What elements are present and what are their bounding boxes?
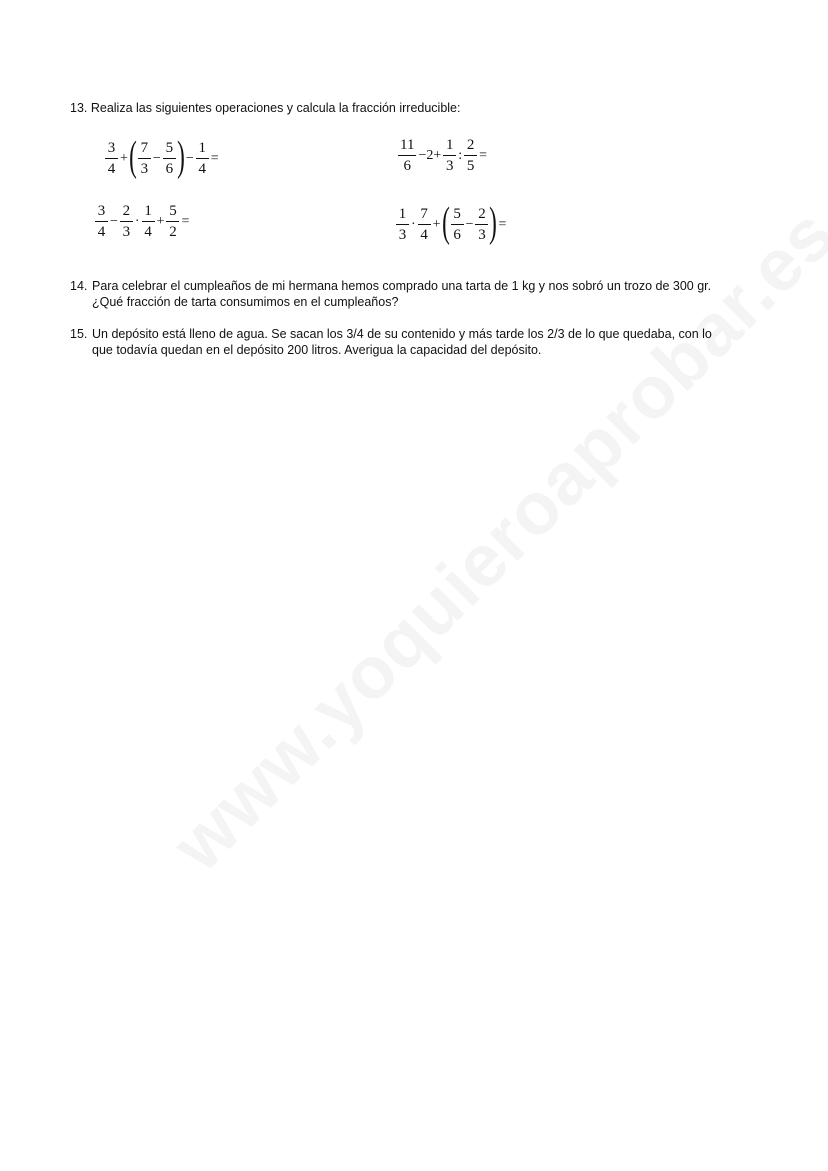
question-text-line2: ¿Qué fracción de tarta consumimos en el cumpleaños? [92, 295, 399, 309]
operator: − [465, 217, 474, 232]
watermark [155, 318, 724, 887]
operator: − [185, 151, 194, 166]
question-text-line1: Un depósito está lleno de agua. Se sacan los 3/4 de su contenido y más tarde los 2/3 de lo que quedaba, con lo [92, 327, 712, 341]
fraction: $\frac{3}{4}$ [105, 141, 118, 177]
question-number: 15. [70, 327, 88, 341]
operator: + [120, 151, 128, 166]
fraction: $\frac{5}{6}$ [163, 141, 176, 177]
operator: : [458, 148, 463, 163]
fraction: $\frac{1}{3}$ [396, 207, 409, 243]
operator: + [432, 217, 441, 232]
operator: = [498, 217, 507, 232]
operator: − [110, 214, 118, 229]
fraction: $\frac{5}{6}$ [451, 207, 464, 243]
exercise-13c [94, 204, 190, 240]
fraction: $\frac{7}{3}$ [138, 141, 151, 177]
exercise-13a [104, 134, 220, 180]
operator: · [134, 214, 140, 229]
operator: − [152, 151, 161, 166]
fraction: $\frac{1}{3}$ [443, 138, 456, 174]
fraction: $\frac{3}{4}$ [95, 204, 108, 240]
operator: = [210, 151, 219, 166]
fraction: $\frac{2}{3}$ [475, 207, 488, 243]
question-14 [70, 278, 790, 310]
fraction: $\frac{11}{6}$ [400, 137, 415, 174]
exercise-13b [397, 138, 488, 174]
fraction: $\frac{2}{3}$ [120, 204, 133, 240]
parenthesis: ( [129, 134, 137, 180]
question-text-line2: que todavía quedan en el depósito 200 litros. Averigua la capacidad del depósito. [92, 343, 542, 357]
question-text-line1: Para celebrar el cumpleaños de mi hermana hemos comprado una tarta de 1 kg y nos sobró un trozo de 300 gr. [92, 279, 712, 293]
parenthesis: ) [489, 200, 498, 246]
question-15 [70, 326, 790, 358]
fraction: $\frac{1}{4}$ [142, 204, 155, 240]
question-number: 14. [70, 279, 88, 293]
fraction: $\frac{5}{2}$ [166, 204, 179, 240]
parenthesis: ( [441, 200, 450, 246]
fraction: $\frac{1}{4}$ [196, 141, 209, 177]
fraction: $\frac{2}{5}$ [464, 138, 477, 174]
fraction: $\frac{7}{4}$ [418, 207, 431, 243]
parenthesis: ) [176, 134, 185, 180]
operator: + [156, 214, 165, 229]
question-13-title: 13. Realiza las siguientes operaciones y calcula la fracción irreducible: [70, 101, 461, 115]
operator: = [479, 148, 488, 163]
operator: · [411, 217, 416, 232]
operator: −2+ [418, 148, 442, 163]
operator: = [181, 214, 190, 229]
exercise-13d [395, 200, 507, 246]
